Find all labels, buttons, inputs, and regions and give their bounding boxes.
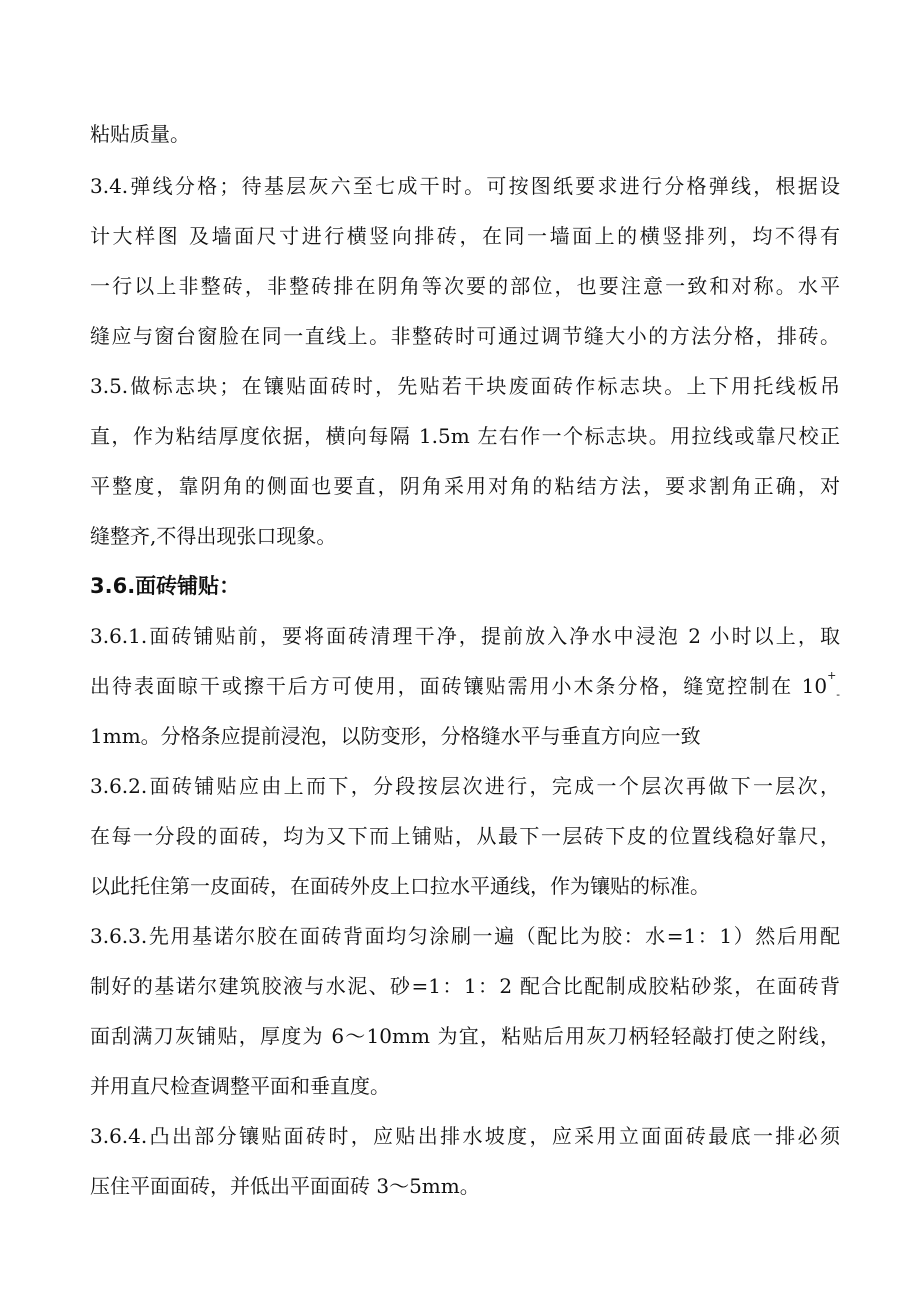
text-line bbox=[90, 669, 840, 701]
text-line: 3.4.弹线分格；待基层灰六至七成干时。可按图纸要求进行分格弹线，根据设 bbox=[90, 174, 840, 198]
text-line: 制好的基诺尔建筑胶液与水泥、砂=1：1：2 配合比配制成胶粘砂浆，在面砖背 bbox=[90, 974, 840, 998]
text-line: 缝应与窗台窗脸在同一直线上。非整砖时可通过调节缝大小的方法分格，排砖。 bbox=[90, 324, 840, 348]
section-heading: 3.6.面砖铺贴： bbox=[90, 574, 241, 598]
text-line: 3.6.4.凸出部分镶贴面砖时，应贴出排水坡度，应采用立面面砖最底一排必须 bbox=[90, 1124, 840, 1148]
text-line: 3.6.2.面砖铺贴应由上而下，分段按层次进行，完成一个层次再做下一层次， bbox=[90, 774, 840, 798]
text-line: 并用直尺检查调整平面和垂直度。 bbox=[90, 1074, 390, 1098]
text-line: 以此托住第一皮面砖，在面砖外皮上口拉水平通线，作为镶贴的标准。 bbox=[90, 874, 710, 898]
text-line: 面刮满刀灰铺贴，厚度为 6～10mm 为宜，粘贴后用灰刀柄轻轻敲打使之附线， bbox=[90, 1024, 840, 1048]
text-line: 压住平面面砖，并低出平面面砖 3～5mm。 bbox=[90, 1174, 480, 1198]
text-line: 计大样图 及墙面尺寸进行横竖向排砖，在同一墙面上的横竖排列，均不得有 bbox=[90, 224, 840, 248]
text-line: 直，作为粘结厚度依据，横向每隔 1.5m 左右作一个标志块。用拉线或靠尺校正 bbox=[90, 424, 840, 448]
text-line: 3.6.3.先用基诺尔胶在面砖背面均匀涂刷一遍（配比为胶：水=1：1）然后用配 bbox=[90, 924, 840, 948]
text-line: 在每一分段的面砖，均为又下而上铺贴，从最下一层砖下皮的位置线稳好靠尺， bbox=[90, 824, 840, 848]
text-line: 粘贴质量。 bbox=[90, 122, 190, 146]
text-line: 平整度，靠阴角的侧面也要直，阴角采用对角的粘结方法，要求割角正确，对 bbox=[90, 474, 840, 498]
text-line-main: 出待表面晾干或擦干后方可使用，面砖镶贴需用小木条分格，缝宽控制在 10 bbox=[90, 674, 828, 698]
text-line: 1mm。分格条应提前浸泡，以防变形，分格缝水平与垂直方向应一致 bbox=[90, 724, 701, 748]
text-line: 3.5.做标志块；在镶贴面砖时，先贴若干块废面砖作标志块。上下用托线板吊 bbox=[90, 374, 840, 398]
text-line: 缝整齐,不得出现张口现象。 bbox=[90, 524, 337, 548]
text-line: 一行以上非整砖，非整砖排在阴角等次要的部位，也要注意一致和对称。水平 bbox=[90, 274, 840, 298]
minus-sign: - bbox=[836, 688, 840, 701]
plus-sign: + bbox=[827, 669, 837, 682]
text-line: 3.6.1.面砖铺贴前，要将面砖清理干净，提前放入净水中浸泡 2 小时以上，取 bbox=[90, 624, 840, 648]
